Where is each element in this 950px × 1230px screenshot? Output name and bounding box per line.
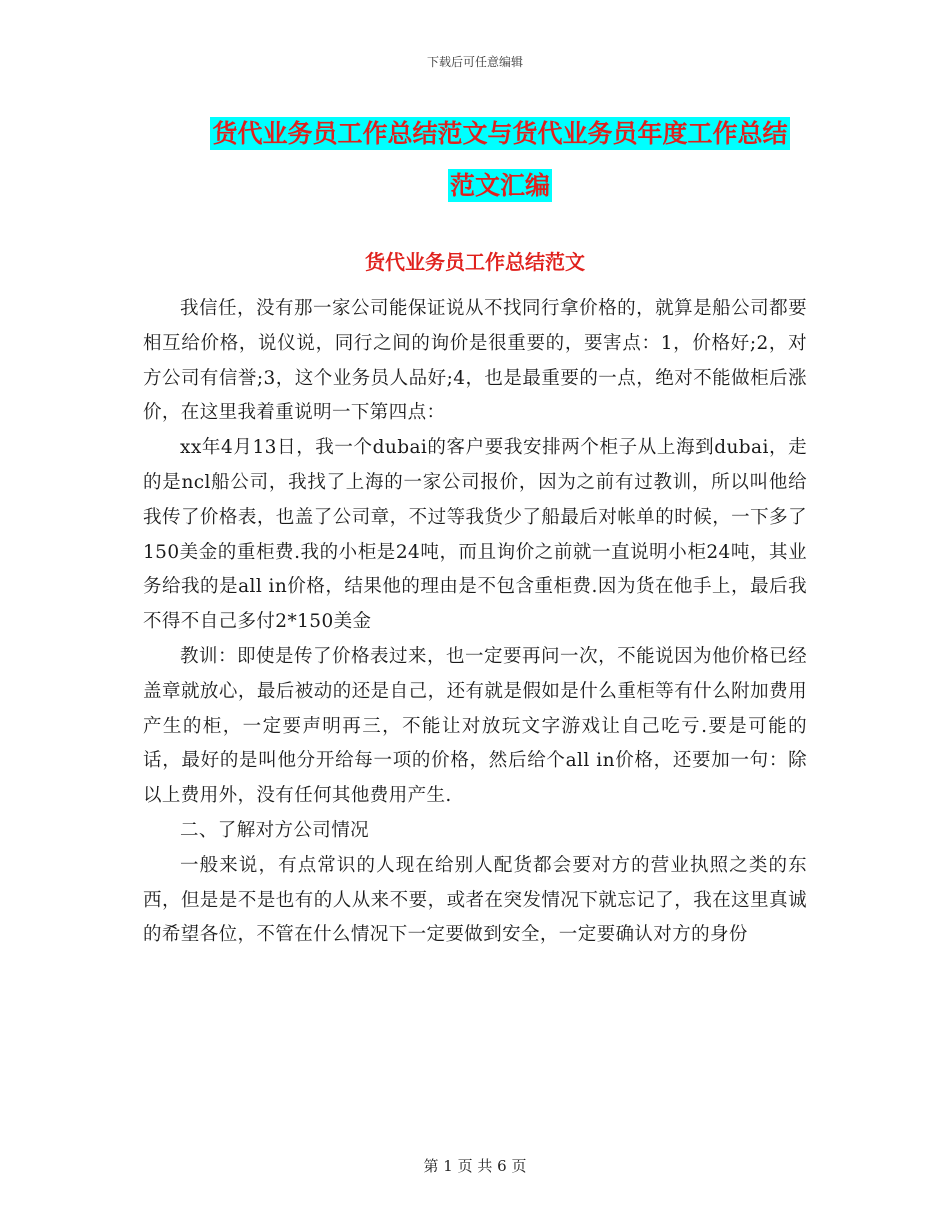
- page-footer: 第 1 页 共 6 页: [423, 1157, 527, 1175]
- page-header-note: 下载后可任意编辑: [426, 55, 523, 69]
- paragraph: 一般来说，有点常识的人现在给别人配货都会要对方的营业执照之类的东西，但是是不是也有的人从来不要，或者在突发情况下就忘记了，我在这里真诚的希望各位，不管在什么情况下一定要做到安全，一定要确认对方的身份: [143, 854, 807, 946]
- paragraph: xx年4月13日，我一个dubai的客户要我安排两个柜子从上海到dubai，走的是ncl船公司，我找了上海的一家公司报价，因为之前有过教训，所以叫他给我传了价格表，也盖了公司章，不过等我货少了船最后对帐单的时候，一下多了150美金的重柜费.我的小柜是24吨，而且询价之前就一直说明小柜24吨，其业务给我的是all in价格，结果他的理由是不包含重柜费.因为货在他手上，最后我不得不自己多付2*150美金: [143, 437, 807, 633]
- paragraph: 我信任，没有那一家公司能保证说从不找同行拿价格的，就算是船公司都要相互给价格，说仪说，同行之间的询价是很重要的，要害点：1，价格好;2，对方公司有信誉;3，这个业务员人品好;4，也是最重要的一点，绝对不能做柜后涨价，在这里我着重说明一下第四点：: [143, 298, 807, 424]
- document-title-line-2: 范文汇编: [449, 171, 550, 200]
- paragraph: 教训：即使是传了价格表过来，也一定要再问一次，不能说因为他价格已经盖章就放心，最后被动的还是自己，还有就是假如是什么重柜等有什么附加费用产生的柜，一定要声明再三，不能让对放玩文字游戏让自己吃亏.要是可能的话，最好的是叫他分开给每一项的价格，然后给个all in价格，还要加一句：除以上费用外，没有任何其他费用产生.: [143, 645, 807, 807]
- subheading: 二、了解对方公司情况: [180, 819, 370, 841]
- section-title: 货代业务员工作总结范文: [365, 250, 585, 274]
- document-title-line-1: 货代业务员工作总结范文与货代业务员年度工作总结: [212, 119, 788, 148]
- body-text: [143, 292, 807, 953]
- document-title: [140, 108, 860, 212]
